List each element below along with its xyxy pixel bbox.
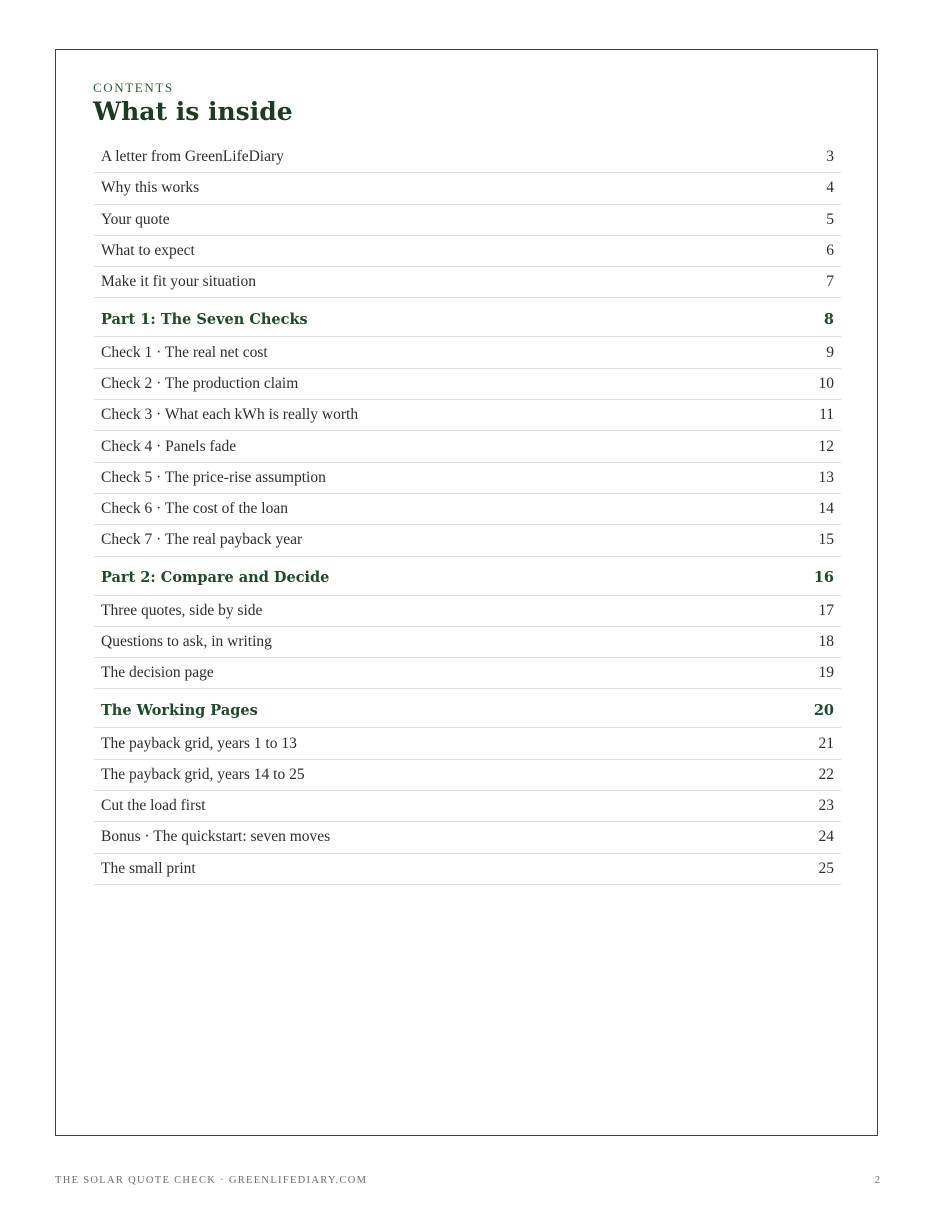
toc-page-number: 21 bbox=[818, 734, 834, 752]
toc-page-number: 16 bbox=[813, 569, 834, 587]
toc-page-number: 7 bbox=[826, 273, 834, 291]
toc-entry-label: Check 1 · The real net cost bbox=[101, 343, 268, 361]
section-label: CONTENTS bbox=[93, 80, 174, 95]
toc-part-heading[interactable] bbox=[94, 298, 841, 337]
toc-entry[interactable] bbox=[94, 142, 841, 173]
toc-entry-label: Three quotes, side by side bbox=[101, 601, 263, 619]
toc-page-number: 17 bbox=[818, 601, 834, 619]
toc-page-number: 24 bbox=[818, 828, 834, 846]
toc-entry[interactable] bbox=[94, 658, 841, 689]
toc-page-number: 4 bbox=[826, 179, 834, 197]
toc-page-number: 20 bbox=[813, 701, 834, 719]
toc-page-number: 22 bbox=[818, 765, 834, 783]
toc-entry-label: Bonus · The quickstart: seven moves bbox=[101, 828, 331, 846]
toc-page-number: 19 bbox=[818, 664, 834, 682]
toc-page-number: 8 bbox=[823, 310, 834, 328]
toc-page-number: 12 bbox=[818, 437, 834, 455]
toc-page-number: 13 bbox=[818, 468, 834, 486]
toc-page-number: 23 bbox=[818, 797, 834, 815]
toc-page-number: 6 bbox=[826, 242, 834, 260]
toc-entry-label: The payback grid, years 1 to 13 bbox=[101, 734, 297, 752]
toc-entry-label: Make it fit your situation bbox=[101, 273, 256, 291]
toc-entry[interactable] bbox=[94, 494, 841, 525]
toc-page-number: 9 bbox=[826, 343, 834, 361]
toc-entry[interactable] bbox=[94, 236, 841, 267]
toc-entry-label: Part 1: The Seven Checks bbox=[101, 310, 308, 328]
toc-page-number: 3 bbox=[826, 148, 834, 166]
toc-part-heading[interactable] bbox=[94, 557, 841, 596]
toc-entry[interactable] bbox=[94, 791, 841, 822]
footer-title: THE SOLAR QUOTE CHECK · GREENLIFEDIARY.COM bbox=[55, 1175, 368, 1186]
toc-page-number: 25 bbox=[818, 859, 834, 877]
toc-entry[interactable] bbox=[94, 463, 841, 494]
toc-entry[interactable] bbox=[94, 627, 841, 658]
toc-entry[interactable] bbox=[94, 760, 841, 791]
toc-entry-label: Check 6 · The cost of the loan bbox=[101, 500, 288, 518]
toc-entry[interactable] bbox=[94, 267, 841, 298]
toc-page-number: 5 bbox=[826, 210, 834, 228]
toc-entry[interactable] bbox=[94, 854, 841, 885]
toc-entry-label: Questions to ask, in writing bbox=[101, 633, 272, 650]
toc-entry-label: A letter from GreenLifeDiary bbox=[101, 148, 284, 166]
footer-page-number: 2 bbox=[874, 1175, 880, 1186]
toc-entry-label: Your quote bbox=[101, 210, 170, 228]
toc-entry-label: Check 3 · What each kWh is really worth bbox=[101, 406, 359, 424]
toc-entry-label: Check 5 · The price-rise assumption bbox=[101, 468, 326, 486]
toc-entry-label: Check 7 · The real payback year bbox=[101, 531, 303, 549]
toc-entry[interactable] bbox=[94, 400, 841, 431]
toc-entry[interactable] bbox=[94, 822, 841, 853]
toc-entry[interactable] bbox=[94, 337, 841, 368]
toc-entry[interactable] bbox=[94, 205, 841, 236]
toc-entry-label: Cut the load first bbox=[101, 797, 206, 815]
page-title: What is inside bbox=[93, 97, 293, 126]
toc-entry[interactable] bbox=[94, 431, 841, 462]
toc-entry-label: The small print bbox=[101, 859, 196, 877]
toc-page-number: 15 bbox=[818, 531, 834, 549]
toc-entry[interactable] bbox=[94, 369, 841, 400]
toc-page-number: 10 bbox=[818, 374, 834, 392]
toc-entry[interactable] bbox=[94, 525, 841, 556]
toc-entry-label: Why this works bbox=[101, 179, 200, 197]
toc-entry-label: What to expect bbox=[101, 242, 195, 260]
toc-page-number: 14 bbox=[818, 500, 834, 518]
toc-entry[interactable] bbox=[94, 173, 841, 204]
toc-entry-label: Part 2: Compare and Decide bbox=[101, 569, 330, 587]
toc-page-number: 18 bbox=[818, 633, 834, 650]
toc-entry-label: Check 4 · Panels fade bbox=[101, 437, 237, 455]
table-of-contents bbox=[94, 142, 841, 885]
toc-page-number: 11 bbox=[819, 406, 834, 424]
toc-entry-label: The Working Pages bbox=[101, 701, 258, 719]
toc-entry[interactable] bbox=[94, 596, 841, 627]
toc-entry-label: The payback grid, years 14 to 25 bbox=[101, 765, 305, 783]
toc-entry[interactable] bbox=[94, 728, 841, 759]
toc-entry-label: The decision page bbox=[101, 664, 214, 682]
toc-part-heading[interactable] bbox=[94, 689, 841, 728]
toc-entry-label: Check 2 · The production claim bbox=[101, 374, 299, 392]
